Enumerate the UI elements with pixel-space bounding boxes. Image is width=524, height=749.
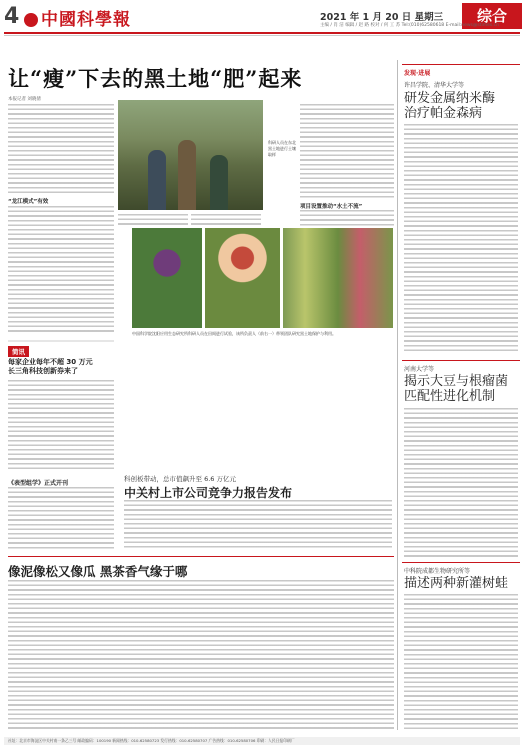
right-story2-kicker: 河南大学等 <box>404 366 435 373</box>
right-top-rule <box>402 64 520 65</box>
bottom-body <box>8 580 394 732</box>
right-story3-kicker: 中科院成都生物研究所等 <box>404 568 471 575</box>
brief-body <box>8 380 114 472</box>
footer-bar: 社址：北京市海淀区中关村南一条乙三号 邮政编码：100190 新闻热线：010-62580723 发行热线：010-62580707 广告热线：010-62580706 印刷：人民日报印刷厂 <box>4 737 520 745</box>
masthead-logo <box>24 5 131 30</box>
main-body-col2-a <box>118 214 188 228</box>
main-body-col4-a <box>300 104 394 200</box>
right-story1-headline: 研发金属纳米酶 治疗帕金森病 <box>404 91 496 121</box>
photo-caption-2: 中国科学院沈阳应用生态研究所科研人员在田间进行试验，该所负责人（前右一）带领团队研究黑土地保护与利用。 <box>132 331 336 336</box>
header-rule <box>4 32 520 34</box>
photo-caption-1: 科研人员在东北黑土地进行土壤取样 <box>268 140 296 157</box>
main-body-col2-b <box>191 214 261 228</box>
right-story2-headline: 揭示大豆与根瘤菌 匹配性进化机制 <box>404 374 509 404</box>
right-story1-kicker: 许昌学院、清华大学等 <box>404 82 465 89</box>
middle-body <box>124 500 392 550</box>
logo-emblem-icon <box>24 13 38 27</box>
brief-label: 简讯 <box>8 346 29 357</box>
field-photo <box>118 100 263 210</box>
bottom-headline: 像泥像松又像瓜 黑茶香气缘于哪 <box>8 564 188 579</box>
right-story1-body <box>404 124 518 354</box>
brief2-body <box>8 487 114 549</box>
section-tag: 综合 <box>462 3 522 29</box>
brief2-title: 《表型组学》正式开刊 <box>8 480 69 487</box>
main-subhead-1: “龙江模式”有效 <box>8 199 49 205</box>
right-rule-3 <box>402 562 520 563</box>
brief-title: 每家企业每年不超 30 万元 长三角科技创新券来了 <box>8 358 93 375</box>
right-rule-2 <box>402 360 520 361</box>
right-story3-headline: 描述两种新灌树蛙 <box>404 576 509 591</box>
plant-photo-a <box>132 228 202 328</box>
main-body-col1-b <box>8 206 114 334</box>
brief-divider <box>8 340 114 342</box>
right-story3-body <box>404 594 518 732</box>
main-body-col1-a <box>8 104 114 194</box>
editors-line: 主编 / 肖 洁 编辑 / 赵 路 校对 / 何 工 苏 Tel:(010)62580618 E-mail:news@stimes.cn <box>320 23 499 28</box>
middle-kicker: 科创板带动，总市值飙升至 6.6 万亿元 <box>124 475 236 483</box>
middle-headline: 中关村上市公司竞争力报告发布 <box>124 486 293 500</box>
main-byline: 本报记者 刘晓倩 <box>8 97 41 102</box>
main-headline: 让“瘦”下去的黑土地“肥”起来 <box>8 66 303 91</box>
page-number: 4 <box>4 4 20 29</box>
plant-photo-b <box>205 228 280 328</box>
main-subhead-3: 项目设置推动“水土不流” <box>300 204 363 210</box>
column-separator <box>397 60 398 730</box>
masthead-text: 中國科學報 <box>41 10 131 30</box>
date-line: 2021 年 1 月 20 日 星期三 <box>320 12 444 23</box>
plant-photo-c <box>283 228 393 328</box>
header-rule-thin <box>4 35 520 36</box>
right-section-tag: 发现·进展 <box>404 70 431 77</box>
bottom-divider <box>8 556 394 557</box>
right-story2-body <box>404 408 518 558</box>
main-body-col4-b <box>300 210 394 226</box>
